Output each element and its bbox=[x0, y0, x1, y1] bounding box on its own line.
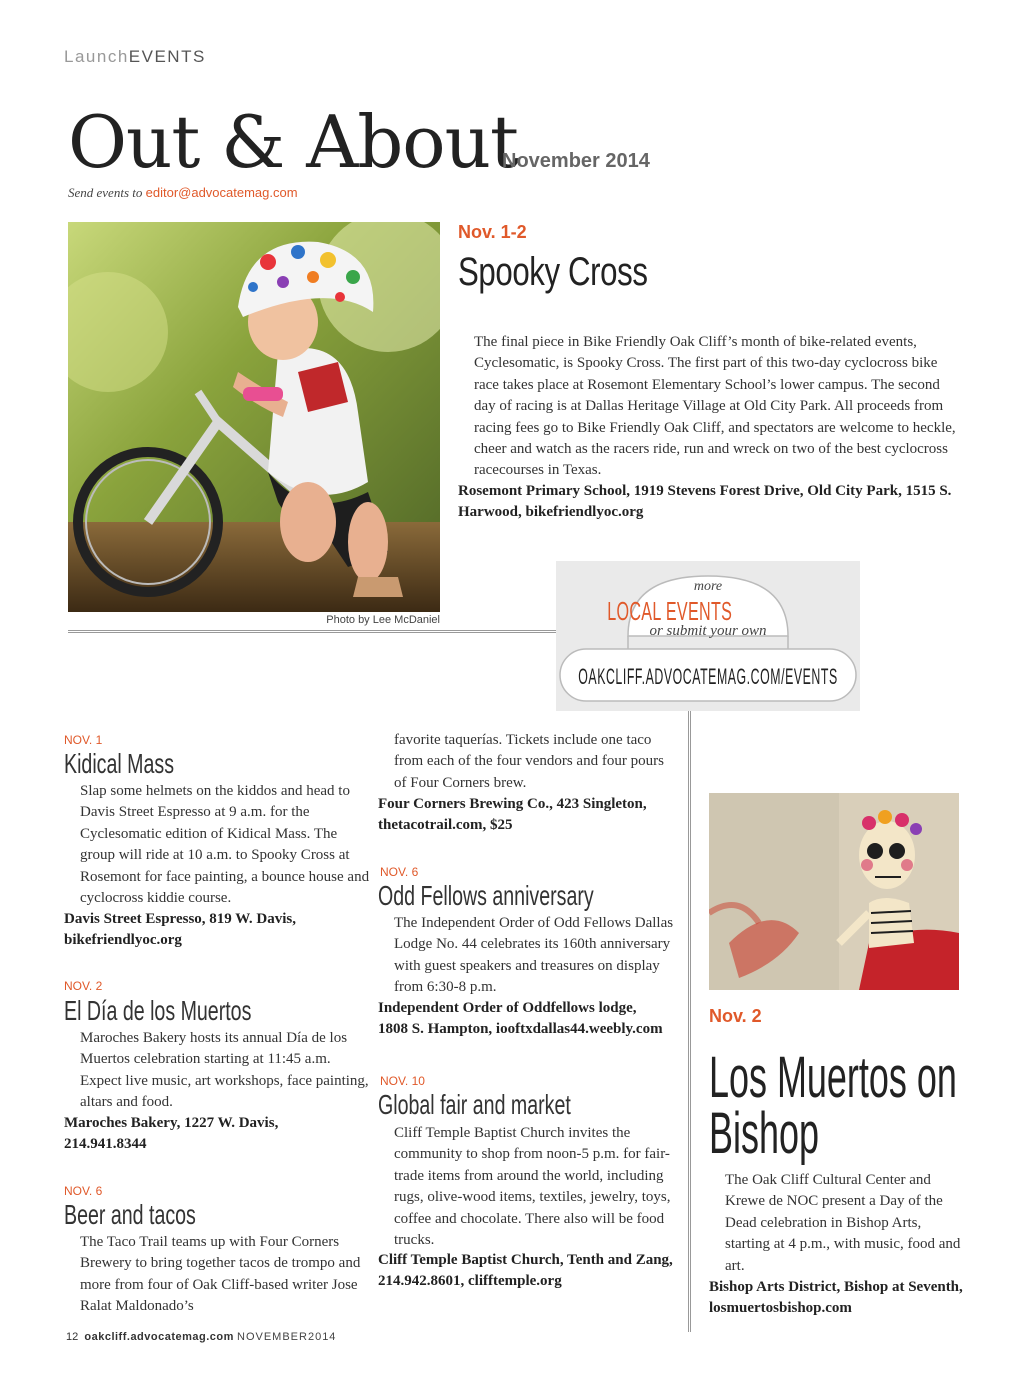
event-body: Cliff Temple Baptist Church invites the community to shop from noon-5 p.m. for fair-trade items from around the world, including rugs, olive-wood items, textiles, jewelry, toys, coffee and chocolate. There also will be food trucks. bbox=[394, 1125, 671, 1249]
right-event-title: Los Muertos on Bishop bbox=[709, 1045, 957, 1166]
event-location: Independent Order of Oddfellows lodge, 1808 S. Hampton, iooftxdallas44.weebly.com bbox=[378, 1000, 663, 1038]
right-event-body: The Oak Cliff Cultural Center and Krewe de NOC present a Day of the Dead celebration in Bishop Arts, starting at 4 p.m., with music, food and art. bbox=[725, 1172, 961, 1274]
promo-box[interactable] bbox=[556, 561, 860, 711]
event-date: NOV. 10 bbox=[380, 1074, 425, 1088]
issue-date: November 2014 bbox=[502, 150, 650, 172]
divider-vertical bbox=[688, 707, 691, 1332]
section-label: LaunchEVENTS bbox=[64, 47, 206, 66]
event-date: NOV. 1 bbox=[64, 733, 103, 747]
event-location: Four Corners Brewing Co., 423 Singleton, thetacotrail.com, $25 bbox=[378, 796, 647, 834]
event-location: Maroches Bakery, 1227 W. Davis, 214.941.8344 bbox=[64, 1115, 279, 1153]
feature-body: The final piece in Bike Friendly Oak Cliff’s month of bike-related events, Cyclesomatic, is Spooky Cross. The first part of this two-day cyclocross bike race takes place at Rosemont Elementary School’s lower campus. The second day of racing is at Dallas Heritage Village at Old City Park. All proceeds from racing fees go to Bike Friendly Oak Cliff, and spectators are welcome to heckle, cheer and watch as the racers ride, run and wreck on two of the best cyclocross racecourses in Texas. bbox=[474, 334, 956, 479]
feature-title: Spooky Cross bbox=[458, 250, 648, 294]
promo-submit: or submit your own bbox=[649, 623, 767, 639]
right-event-date: Nov. 2 bbox=[709, 1006, 762, 1026]
promo-more: more bbox=[693, 579, 723, 594]
event-date: NOV. 6 bbox=[380, 865, 419, 879]
event-title: Odd Fellows anniversary bbox=[378, 880, 594, 911]
photo-credit: Photo by Lee McDaniel bbox=[326, 614, 440, 626]
event-title: El Día de los Muertos bbox=[64, 995, 252, 1026]
event-title: Beer and tacos bbox=[64, 1199, 196, 1230]
catrina-photo bbox=[709, 793, 959, 990]
feature-date: Nov. 1-2 bbox=[458, 222, 527, 242]
event-title: Kidical Mass bbox=[64, 748, 175, 779]
event-body: Slap some helmets on the kiddos and head to Davis Street Espresso at 9 a.m. for the Cyclesomatic edition of Kidical Mass. The group will ride at 10 a.m. to Spooky Cross at Rosemont for face painting, a bounce house and cyclocross kiddie course. bbox=[80, 783, 370, 907]
event-body: favorite taquerías. Tickets include one taco from each of the four vendors and four pours of Four Corners brew. bbox=[394, 732, 664, 791]
event-body: The Taco Trail teams up with Four Corners Brewery to bring together tacos de trompo and more from four of Oak Cliff-based writer Jose Ralat Maldonado’s bbox=[80, 1234, 361, 1315]
event-body: Maroches Bakery hosts its annual Día de los Muertos celebration starting at 11:45 a.m. Expect live music, art workshops, face painting, altars and food. bbox=[80, 1030, 369, 1111]
promo-url[interactable]: OAKCLIFF.ADVOCATEMAG.COM/EVENTS bbox=[578, 664, 838, 689]
event-date: NOV. 2 bbox=[64, 979, 103, 993]
submit-line: Send events to editor@advocatemag.com bbox=[68, 185, 298, 200]
event-title: Global fair and market bbox=[378, 1089, 571, 1120]
promo-local-events: LOCAL EVENTS bbox=[607, 596, 733, 626]
page-footer: 12 oakcliff.advocatemag.com NOVEMBER2014 bbox=[66, 1331, 337, 1343]
feature-location: Rosemont Primary School, 1919 Stevens Forest Drive, Old City Park, 1515 S. Harwood, bikefriendlyoc.org bbox=[458, 483, 952, 521]
cyclist-photo bbox=[68, 222, 440, 612]
event-body: The Independent Order of Odd Fellows Dallas Lodge No. 44 celebrates its 160th anniversary with guest speakers and treasures on display from 6:30-8 p.m. bbox=[394, 915, 674, 996]
event-date: NOV. 6 bbox=[64, 1184, 103, 1198]
event-location: Davis Street Espresso, 819 W. Davis, bikefriendlyoc.org bbox=[64, 911, 296, 949]
event-location: Cliff Temple Baptist Church, Tenth and Zang, 214.942.8601, clifftemple.org bbox=[378, 1252, 673, 1290]
right-event-location: Bishop Arts District, Bishop at Seventh, losmuertosbishop.com bbox=[709, 1279, 963, 1317]
email-link[interactable]: editor@advocatemag.com bbox=[145, 185, 298, 200]
page-title: Out & About bbox=[68, 100, 518, 184]
divider-horizontal bbox=[68, 630, 624, 633]
